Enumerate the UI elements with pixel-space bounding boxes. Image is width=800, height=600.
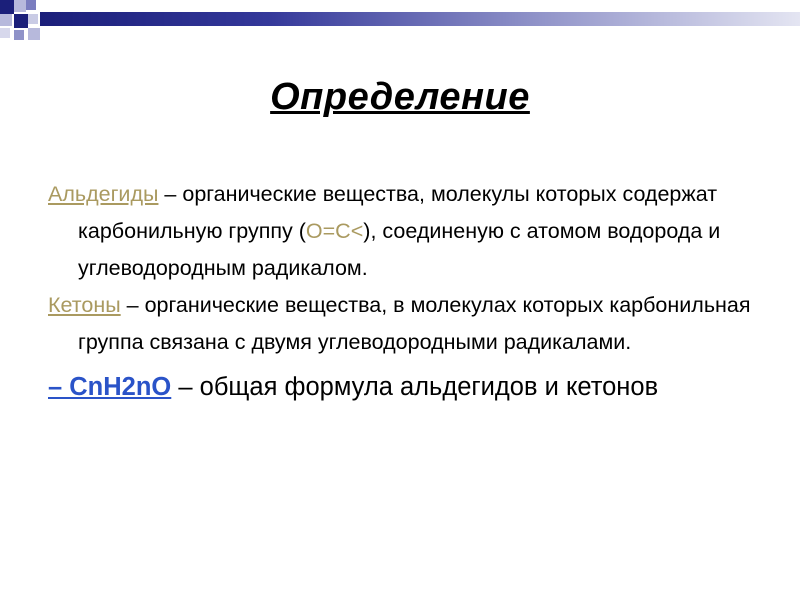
slide-title: Определение (270, 76, 530, 118)
ketones-text: – органические вещества, в молекулах которых карбонильная группа связана с двумя углеводородными радикалами. (78, 293, 751, 354)
decorative-square (0, 0, 14, 14)
decorative-square (26, 0, 36, 10)
top-gradient-bar (40, 12, 800, 26)
aldehydes-text-after: ), соединеную с атомом водорода и углеводородным радикалом. (78, 219, 721, 280)
decorative-square (0, 28, 10, 38)
slide-content (48, 176, 768, 406)
decorative-square (14, 0, 26, 12)
decorative-square (14, 14, 28, 28)
aldehydes-text-before: – органические вещества, молекулы которых содержат карбонильную группу ( (78, 182, 718, 243)
general-formula-expression: – CnH2nO (48, 373, 172, 401)
definition-aldehydes (48, 176, 768, 287)
term-aldehydes: Альдегиды (48, 182, 159, 206)
general-formula (48, 369, 768, 406)
decorative-square (0, 14, 12, 26)
decorative-square (28, 28, 40, 40)
carbonyl-formula: O=C< (305, 219, 364, 243)
general-formula-text: – общая формула альдегидов и кетонов (171, 373, 659, 401)
term-ketones: Кетоны (48, 293, 121, 317)
decorative-square (14, 30, 24, 40)
definition-ketones (48, 287, 768, 361)
decorative-square (28, 14, 38, 24)
